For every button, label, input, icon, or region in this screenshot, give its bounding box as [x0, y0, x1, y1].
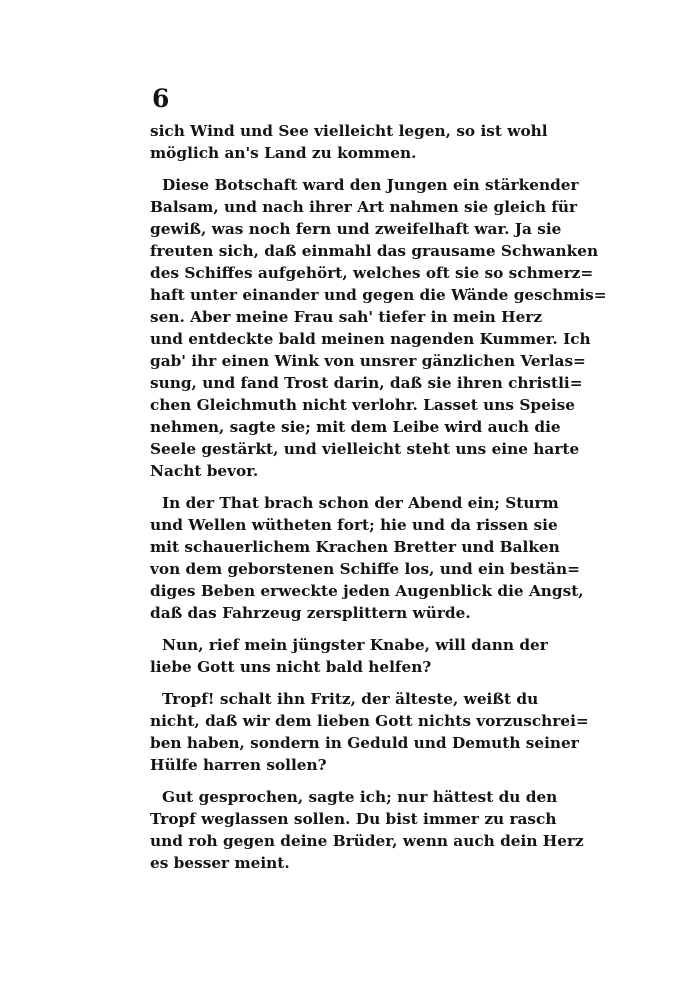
text-line: sung, und fand Trost darin, daß sie ihren christli= [150, 374, 583, 392]
text-line: und entdeckte bald meinen nagenden Kummer. Ich [150, 330, 591, 348]
paragraph [150, 688, 589, 776]
text-line: Nacht bevor. [150, 462, 259, 480]
text-line: Diese Botschaft ward den Jungen ein stärkender [162, 176, 579, 194]
text-line: daß das Fahrzeug zersplittern würde. [150, 604, 471, 622]
text-line: nicht, daß wir dem lieben Gott nichts vorzuschrei= [150, 712, 589, 730]
text-line: und Wellen wütheten fort; hie und da rissen sie [150, 516, 558, 534]
paragraph [150, 174, 607, 482]
text-line: des Schiffes aufgehört, welches oft sie so schmerz= [150, 264, 594, 282]
paragraph [150, 492, 584, 624]
text-line: sen. Aber meine Frau sah' tiefer in mein Herz [150, 308, 543, 326]
text-line: und roh gegen deine Brüder, wenn auch dein Herz [150, 832, 584, 850]
paragraph [150, 120, 548, 164]
paragraph [150, 786, 584, 874]
text-line: Gut gesprochen, sagte ich; nur hättest du den [162, 788, 558, 806]
text-line: haft unter einander und gegen die Wände geschmis= [150, 286, 607, 304]
text-line: ben haben, sondern in Geduld und Demuth seiner [150, 734, 579, 752]
text-line: liebe Gott uns nicht bald helfen? [150, 658, 432, 676]
text-line: Balsam, und nach ihrer Art nahmen sie gleich für [150, 198, 578, 216]
body-text [150, 120, 607, 884]
text-line: sich Wind und See vielleicht legen, so ist wohl [150, 122, 548, 140]
text-line: gewiß, was noch fern und zweifelhaft war. Ja sie [150, 220, 562, 238]
paragraph [150, 634, 548, 678]
text-line: Nun, rief mein jüngster Knabe, will dann der [162, 636, 548, 654]
text-line: diges Beben erweckte jeden Augenblick die Angst, [150, 582, 584, 600]
text-line: Tropf! schalt ihn Fritz, der älteste, weißt du [162, 690, 539, 708]
text-line: gab' ihr einen Wink von unsrer gänzlichen Verlas= [150, 352, 586, 370]
text-line: von dem geborstenen Schiffe los, und ein bestän= [150, 560, 580, 578]
text-line: Seele gestärkt, und vielleicht steht uns eine harte [150, 440, 580, 458]
text-line: es besser meint. [150, 854, 290, 872]
text-line: möglich an's Land zu kommen. [150, 144, 417, 162]
text-line: chen Gleichmuth nicht verlohr. Lasset uns Speise [150, 396, 575, 414]
text-line: In der That brach schon der Abend ein; Sturm [162, 494, 559, 512]
text-line: Tropf weglassen sollen. Du bist immer zu rasch [150, 810, 557, 828]
text-line: nehmen, sagte sie; mit dem Leibe wird auch die [150, 418, 561, 436]
text-line: Hülfe harren sollen? [150, 756, 327, 774]
text-line: mit schauerlichem Krachen Bretter und Balken [150, 538, 560, 556]
text-line: freuten sich, daß einmahl das grausame Schwanken [150, 242, 599, 260]
page-number: 6 [152, 84, 170, 113]
